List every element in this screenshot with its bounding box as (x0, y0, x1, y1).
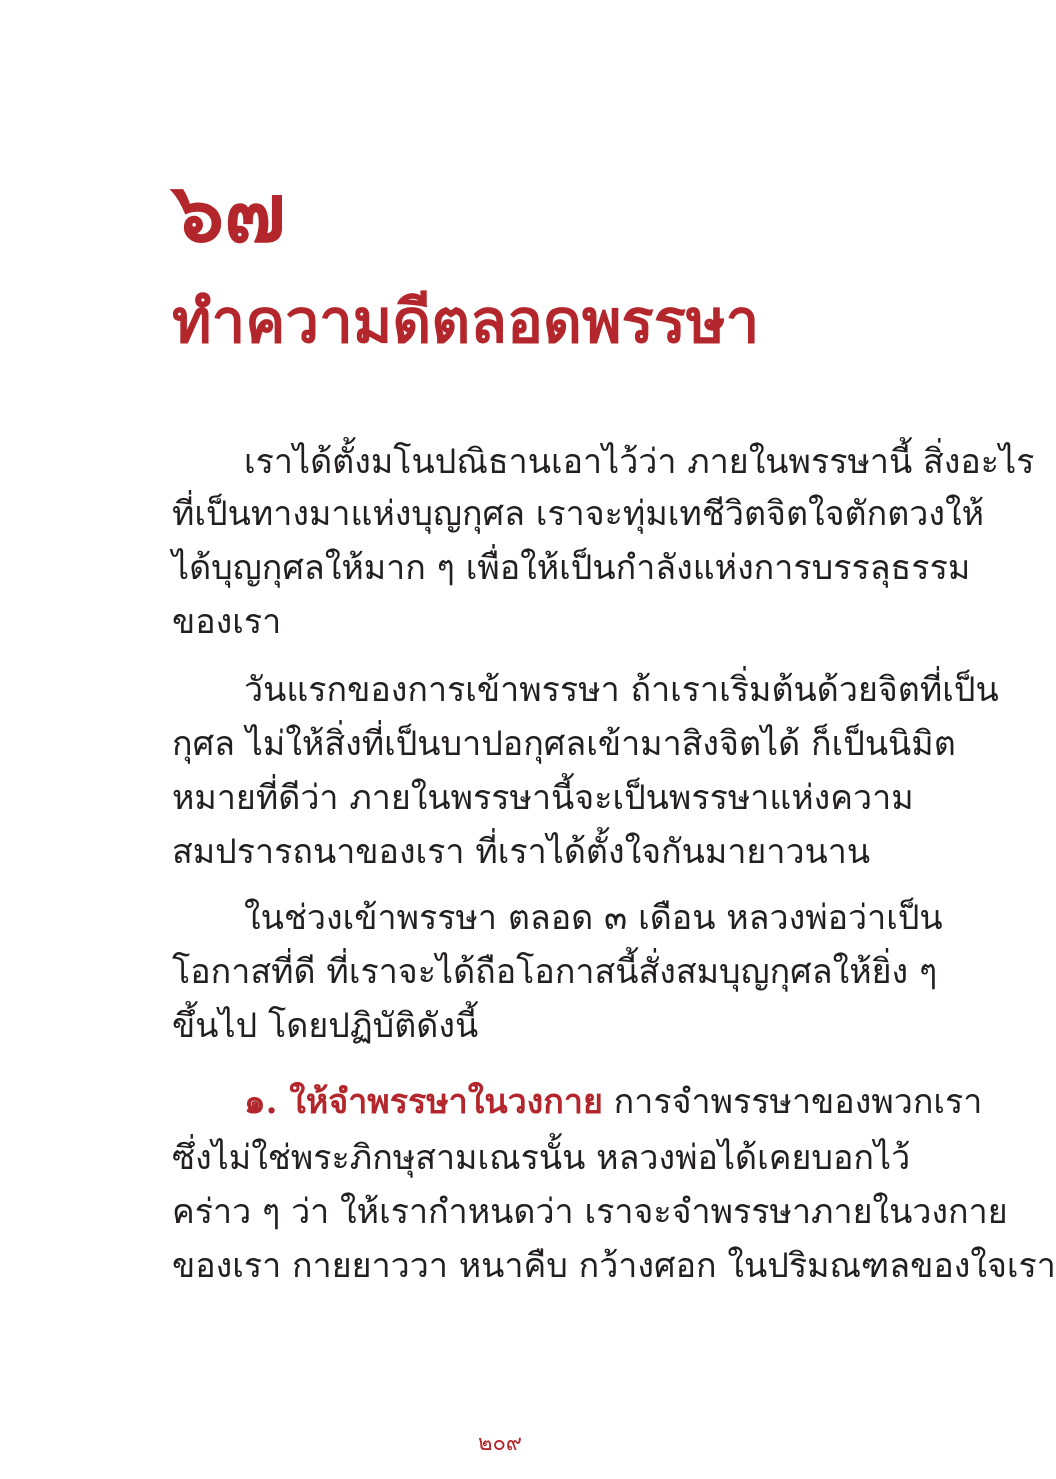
section-heading-continuation: การจำพรรษาของพวกเรา (602, 1082, 983, 1122)
paragraph-line: สมปรารถนาของเรา ที่เราได้ตั้งใจกันมายาวนาน (172, 832, 871, 872)
paragraph-line: ได้บุญกุศลให้มาก ๆ เพื่อให้เป็นกำลังแห่งการบรรลุธรรม (172, 548, 971, 588)
paragraph-line: วันแรกของการเข้าพรรษา ถ้าเราเริ่มต้นด้วยจิตที่เป็น (244, 670, 999, 710)
page-number: ๒๐๙ (477, 1431, 523, 1456)
paragraph-line: ของเรา (172, 602, 282, 642)
chapter-number: ๖๗ (172, 165, 286, 261)
chapter-title: ทำความดีตลอดพรรษา (172, 287, 760, 357)
paragraph-line: ของเรา กายยาววา หนาคืบ กว้างศอก ในปริมณฑลของใจเรา (172, 1246, 1056, 1286)
paragraph-line: เราได้ตั้งมโนปณิธานเอาไว้ว่า ภายในพรรษานี้ สิ่งอะไร (244, 442, 1035, 482)
paragraph-line: ในช่วงเข้าพรรษา ตลอด ๓ เดือน หลวงพ่อว่าเป็น (244, 898, 943, 938)
paragraph-line: หมายที่ดีว่า ภายในพรรษานี้จะเป็นพรรษาแห่งความ (172, 778, 914, 818)
paragraph-line: ที่เป็นทางมาแห่งบุญกุศล เราจะทุ่มเทชีวิตจิตใจตักตวงให้ (172, 494, 984, 534)
paragraph-line (244, 1078, 983, 1126)
paragraph-line: กุศล ไม่ให้สิ่งที่เป็นบาปอกุศลเข้ามาสิงจิตได้ ก็เป็นนิมิต (172, 724, 956, 764)
paragraph-line: โอกาสที่ดี ที่เราจะได้ถือโอกาสนี้สั่งสมบุญกุศลให้ยิ่ง ๆ (172, 952, 938, 992)
paragraph-line: ขึ้นไป โดยปฏิบัติดังนี้ (172, 1006, 479, 1046)
section-heading: ๑. ให้จำพรรษาในวงกาย (244, 1082, 603, 1122)
paragraph-line: คร่าว ๆ ว่า ให้เรากำหนดว่า เราจะจำพรรษาภายในวงกาย (172, 1192, 1008, 1232)
paragraph-line: ซึ่งไม่ใช่พระภิกษุสามเณรนั้น หลวงพ่อได้เคยบอกไว้ (172, 1138, 911, 1178)
